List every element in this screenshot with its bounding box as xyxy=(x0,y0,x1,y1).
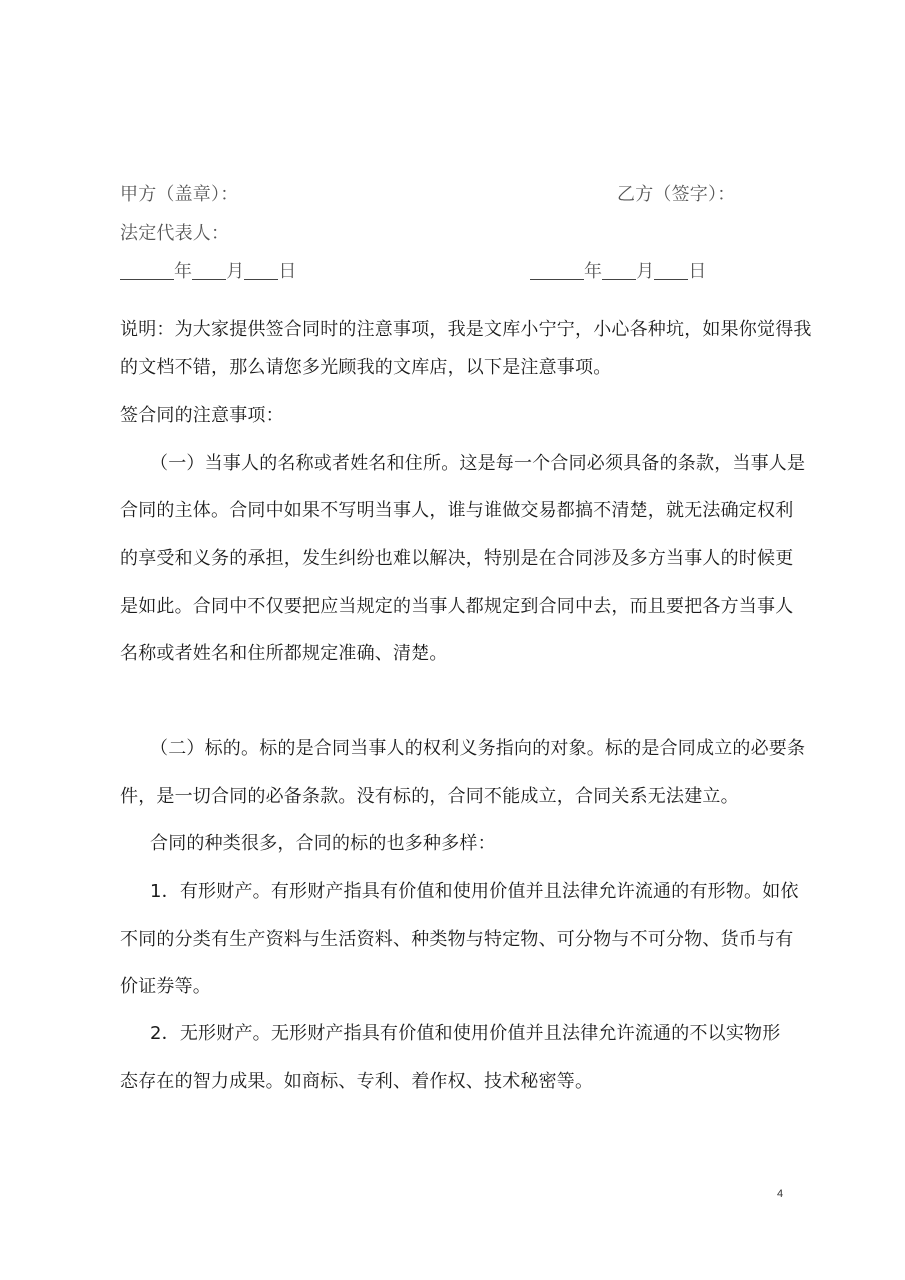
month-blank xyxy=(602,263,636,280)
year-label: 年 xyxy=(174,261,193,282)
clause-2-line-1: （二）标的。标的是合同当事人的权利义务指向的对象。标的是合同成立的必要条 xyxy=(150,738,806,759)
party-a-date xyxy=(120,260,297,284)
party-b-date xyxy=(530,260,707,284)
month-blank xyxy=(192,263,226,280)
party-a-label: 甲方（盖章）： xyxy=(120,184,239,205)
item-1-line-3: 价证券等。 xyxy=(120,976,211,997)
item-1-line-2: 不同的分类有生产资料与生活资料、种类物与特定物、可分物与不可分物、货币与有 xyxy=(120,929,794,950)
party-b-label: 乙方（签字）： xyxy=(617,184,736,205)
day-blank xyxy=(654,263,688,280)
clause-1-line-4: 是如此。合同中不仅要把应当规定的当事人都规定到合同中去，而且要把各方当事人 xyxy=(120,596,794,617)
note-line-1: 说明：为大家提供签合同时的注意事项，我是文库小宁宁，小心各种坑，如果你觉得我 xyxy=(120,319,812,340)
item-2-line-2: 态存在的智力成果。如商标、专利、着作权、技术秘密等。 xyxy=(120,1071,594,1092)
clause-2-line-2: 件，是一切合同的必备条款。没有标的，合同不能成立，合同关系无法建立。 xyxy=(120,786,739,807)
page-number: 4 xyxy=(777,1188,784,1200)
clause-1-line-1: （一）当事人的名称或者姓名和住所。这是每一个合同必须具备的条款，当事人是 xyxy=(150,453,806,474)
year-blank xyxy=(120,263,174,280)
item-1-line-1: 1．有形财产。有形财产指具有价值和使用价值并且法律允许流通的有形物。如依 xyxy=(150,881,799,902)
clause-1-line-2: 合同的主体。合同中如果不写明当事人，谁与谁做交易都搞不清楚，就无法确定权利 xyxy=(120,500,794,521)
section-heading: 签合同的注意事项： xyxy=(120,405,284,426)
year-label: 年 xyxy=(584,261,603,282)
month-label: 月 xyxy=(226,261,245,282)
day-label: 日 xyxy=(688,261,707,282)
clause-2-intro: 合同的种类很多，合同的标的也多种多样： xyxy=(150,833,496,854)
month-label: 月 xyxy=(636,261,655,282)
note-line-2: 的文档不错，那么请您多光顾我的文库店，以下是注意事项。 xyxy=(120,357,612,378)
item-2-line-1: 2．无形财产。无形财产指具有价值和使用价值并且法律允许流通的不以实物形 xyxy=(150,1023,781,1044)
legal-representative-label: 法定代表人： xyxy=(120,223,230,244)
day-label: 日 xyxy=(278,261,297,282)
clause-1-line-5: 名称或者姓名和住所都规定准确、清楚。 xyxy=(120,643,448,664)
day-blank xyxy=(244,263,278,280)
clause-1-line-3: 的享受和义务的承担，发生纠纷也难以解决，特别是在合同涉及多方当事人的时候更 xyxy=(120,548,794,569)
year-blank xyxy=(530,263,584,280)
